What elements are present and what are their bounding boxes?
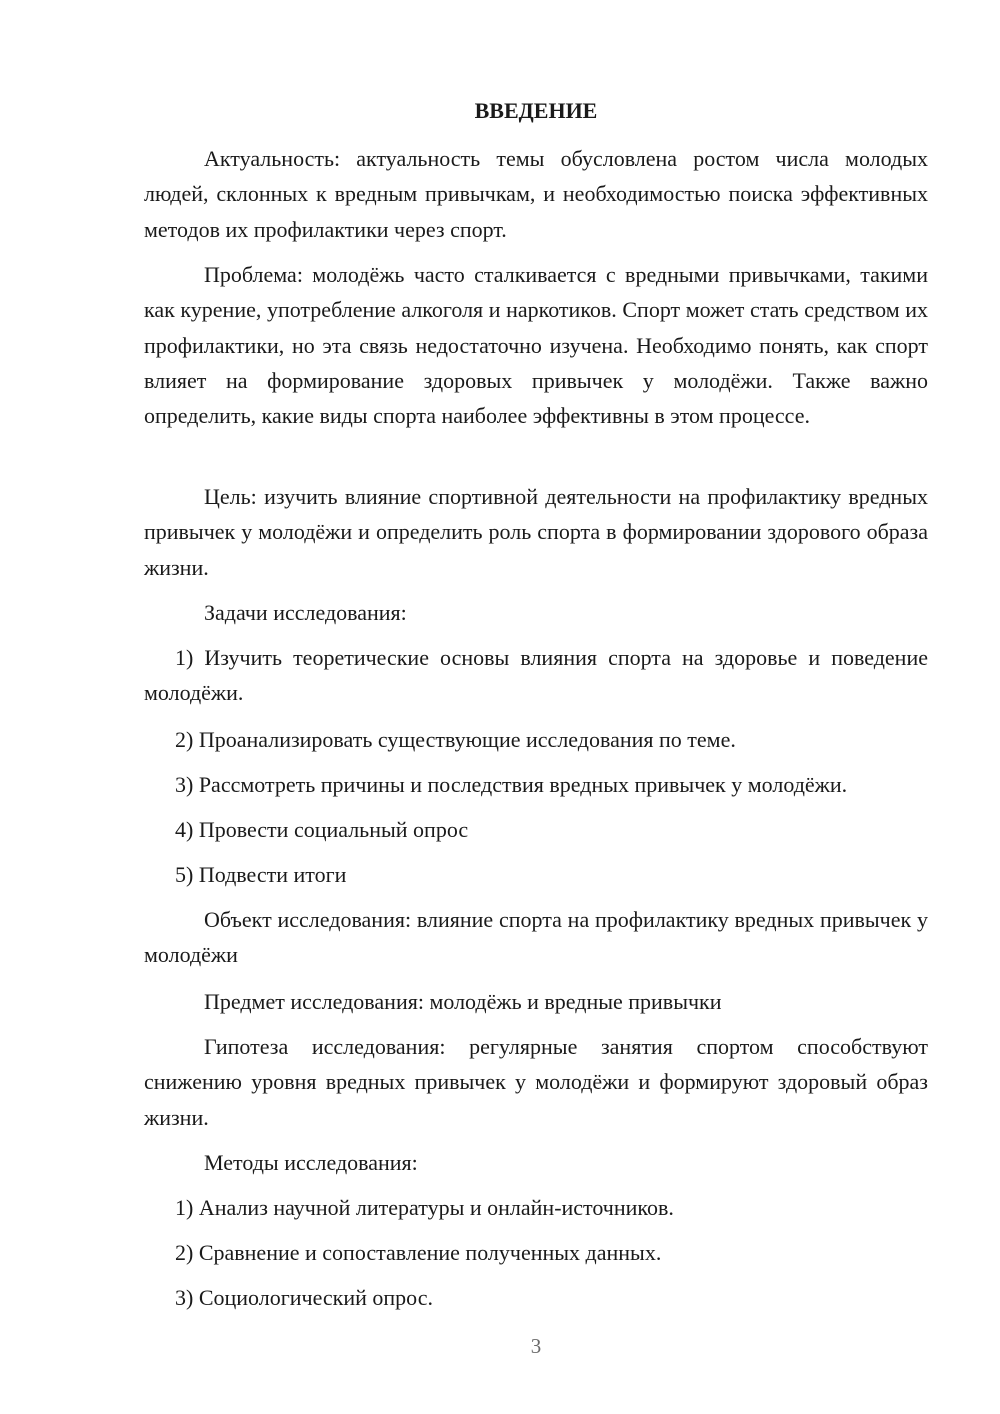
subject-paragraph: Предмет исследования: молодёжь и вредные привычки xyxy=(204,989,722,1014)
document-page xyxy=(144,0,928,1414)
task-item-1: 1) Изучить теоретические основы влияния спорта на здоровье и поведение молодёжи. xyxy=(144,645,928,706)
task-item-5: 5) Подвести итоги xyxy=(175,862,347,887)
goal-paragraph: Цель: изучить влияние спортивной деятельности на профилактику вредных привычек у молодёжи и определить роль спорта в формировании здорового образа жизни. xyxy=(144,484,928,580)
page-number: 3 xyxy=(530,1334,542,1358)
problem-paragraph: Проблема: молодёжь часто сталкивается с вредными привычками, такими как курение, употребление алкоголя и наркотиков. Спорт может стать средством их профилактики, но эта связь недостаточно изучена. Необходимо понять, как спорт влияет на формирование здоровых привычек у молодёжи. Также важно определить, какие виды спорта наиболее эффективны в этом процессе. xyxy=(144,262,928,429)
relevance-paragraph: Актуальность: актуальность темы обусловлена ростом числа молодых людей, склонных к вредным привычкам, и необходимостью поиска эффективных методов их профилактики через спорт. xyxy=(144,146,928,242)
task-item-3: 3) Рассмотреть причины и последствия вредных привычек у молодёжи. xyxy=(175,772,848,797)
tasks-heading: Задачи исследования: xyxy=(204,600,407,625)
hypothesis-paragraph: Гипотеза исследования: регулярные занятия спортом способствуют снижению уровня вредных привычек у молодёжи и формируют здоровый образ жизни. xyxy=(144,1034,928,1130)
method-item-3: 3) Социологический опрос. xyxy=(175,1285,433,1310)
methods-heading: Методы исследования: xyxy=(204,1150,418,1175)
task-item-2: 2) Проанализировать существующие исследования по теме. xyxy=(175,727,736,752)
object-paragraph: Объект исследования: влияние спорта на профилактику вредных привычек у молодёжи xyxy=(144,907,928,968)
document-title: ВВЕДЕНИЕ xyxy=(474,98,598,123)
task-item-4: 4) Провести социальный опрос xyxy=(175,817,469,842)
method-item-2: 2) Сравнение и сопоставление полученных данных. xyxy=(175,1240,662,1265)
method-item-1: 1) Анализ научной литературы и онлайн-источников. xyxy=(175,1195,674,1220)
